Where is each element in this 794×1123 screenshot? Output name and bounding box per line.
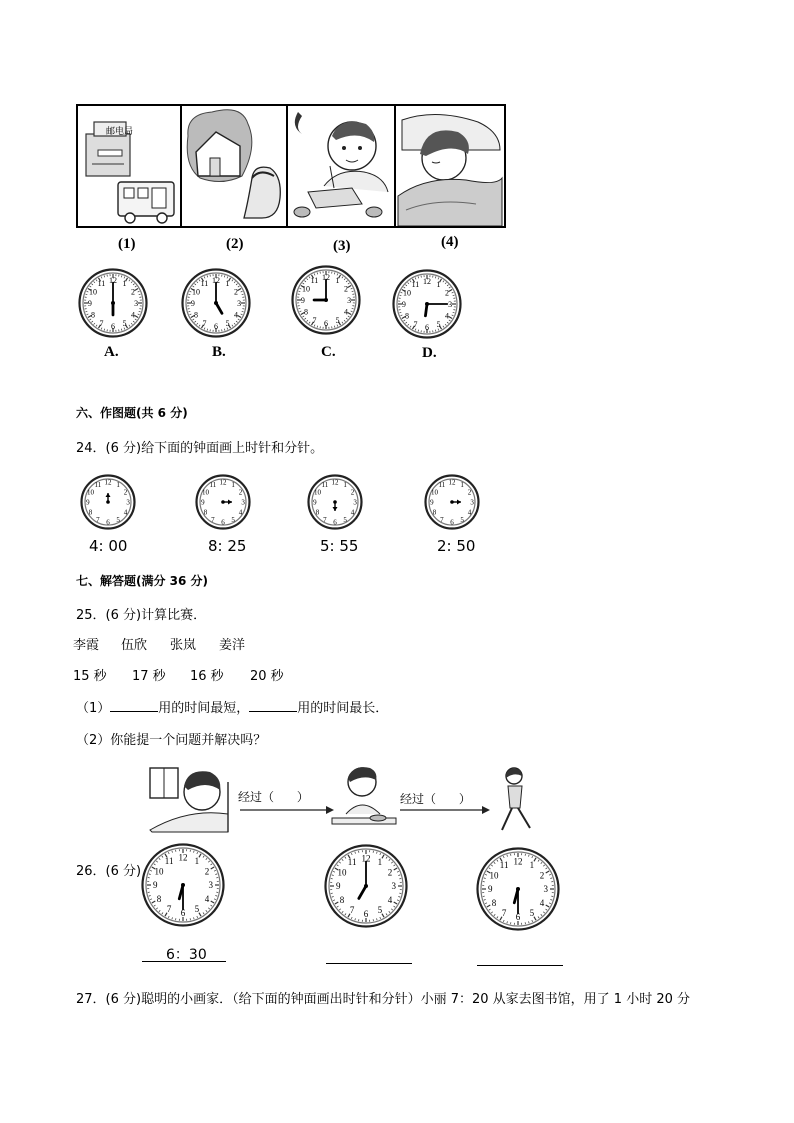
- picture-panel-3: [286, 104, 396, 228]
- dial-number: 5: [436, 319, 441, 329]
- dial-number: 10: [431, 488, 439, 497]
- dial-number: 12: [109, 275, 117, 285]
- seconds-2: 17 秒: [132, 669, 166, 684]
- dial-number: 8: [203, 508, 208, 517]
- answer-line-1[interactable]: [142, 961, 226, 962]
- dial-number: 4: [445, 311, 450, 321]
- dial-number: 7: [202, 318, 207, 328]
- clock-label-c: C.: [321, 344, 336, 360]
- dial-number: 1: [231, 481, 235, 490]
- name-4: 姜洋: [219, 638, 246, 653]
- dial-number: 2: [445, 288, 450, 298]
- dial-number: 10: [191, 287, 200, 297]
- dial-number: 12: [219, 478, 227, 487]
- q24-clock-2: [195, 474, 251, 530]
- clock-center: [111, 301, 115, 305]
- dial-number: 2: [123, 488, 128, 497]
- clock-b: [181, 268, 251, 338]
- dial-number: 2: [234, 287, 239, 297]
- dial-number: 5: [116, 515, 120, 524]
- dial-number: 7: [501, 908, 507, 919]
- dial-number: 3: [448, 299, 453, 309]
- dial-number: 11: [200, 278, 209, 288]
- dial-number: 5: [529, 908, 535, 919]
- dial-number: 8: [491, 898, 497, 909]
- dial-number: 5: [194, 904, 200, 915]
- arrow-2-icon: [400, 806, 490, 814]
- dial-number: 1: [436, 279, 441, 289]
- dial-number: 4: [238, 508, 243, 517]
- dial-number: 12: [448, 478, 456, 487]
- dial-number: 3: [543, 884, 548, 895]
- q24-clock-3: [307, 474, 363, 530]
- dial-number: 9: [86, 498, 90, 507]
- dial-number: 9: [153, 880, 158, 891]
- dial-number: 4: [131, 310, 136, 320]
- dial-number: 8: [303, 307, 308, 317]
- q25-sub1: [76, 697, 388, 716]
- name-1: 李霞: [73, 638, 100, 653]
- building-sign: 邮电局: [106, 127, 134, 137]
- dial-number: 6: [214, 321, 218, 331]
- dial-number: 6: [111, 321, 115, 331]
- boy-eating-illustration: [288, 106, 394, 226]
- dial-number: 1: [122, 278, 127, 288]
- picture-panel-2: [180, 104, 288, 228]
- dial-number: 12: [361, 853, 371, 864]
- panel-label-4: (4): [441, 234, 459, 250]
- dial-number: 4: [539, 898, 545, 909]
- dial-number: 4: [123, 508, 128, 517]
- dial-number: 2: [131, 287, 136, 297]
- dial-number: 8: [315, 508, 320, 517]
- dial-number: 11: [438, 481, 446, 490]
- dial-number: 9: [313, 498, 317, 507]
- q26-clock-3: [476, 847, 560, 931]
- dial-number: 10: [337, 867, 347, 878]
- dial-number: 3: [347, 295, 352, 305]
- q24-time-4: 2: 50: [437, 537, 476, 555]
- clock-a: [78, 268, 148, 338]
- dial-number: 4: [204, 894, 210, 905]
- picture-panel-1: [76, 104, 182, 228]
- boy-waking-illustration: [150, 768, 228, 832]
- dial-number: 6: [363, 908, 369, 919]
- dial-number: 4: [234, 310, 239, 320]
- sub1-mid: 用的时间最短，: [158, 701, 250, 716]
- routine-illustration: [148, 752, 568, 842]
- house-thinking-illustration: [182, 106, 286, 226]
- dial-number: 7: [166, 904, 172, 915]
- dial-number: 11: [310, 275, 319, 285]
- clock-label-a: A.: [104, 344, 119, 360]
- seconds-4: 20 秒: [250, 669, 284, 684]
- clock-c: [291, 265, 361, 335]
- dial-number: 6: [333, 518, 337, 527]
- dial-number: 11: [97, 278, 106, 288]
- dial-number: 4: [350, 508, 355, 517]
- dial-number: 5: [343, 515, 347, 524]
- dial-number: 11: [411, 279, 420, 289]
- dial-number: 3: [126, 498, 130, 507]
- dial-number: 12: [513, 856, 523, 867]
- dial-number: 10: [154, 866, 164, 877]
- dial-number: 3: [134, 298, 139, 308]
- dial-number: 12: [178, 852, 188, 863]
- dial-number: 11: [94, 481, 102, 490]
- arrow-2-label: 经过（ ）: [400, 792, 471, 806]
- dial-number: 8: [193, 310, 198, 320]
- name-2: 伍欣: [121, 638, 148, 653]
- dial-number: 7: [349, 905, 355, 916]
- dial-number: 9: [430, 498, 434, 507]
- dial-number: 8: [88, 508, 93, 517]
- dial-number: 5: [460, 515, 464, 524]
- name-3: 张岚: [170, 638, 197, 653]
- dial-number: 8: [432, 508, 437, 517]
- dial-number: 1: [377, 857, 383, 868]
- dial-number: 1: [225, 278, 230, 288]
- dial-number: 5: [225, 318, 230, 328]
- dial-number: 11: [321, 481, 329, 490]
- section7-heading: 七、解答题(满分 36 分): [76, 574, 209, 588]
- dial-number: 6: [515, 911, 521, 922]
- clock-label-b: B.: [212, 344, 226, 360]
- dial-number: 2: [387, 867, 393, 878]
- clock-center: [364, 884, 368, 888]
- dial-number: 12: [104, 478, 112, 487]
- dial-number: 3: [470, 498, 474, 507]
- clock-center: [516, 887, 520, 891]
- dial-number: 3: [391, 881, 396, 892]
- dial-number: 7: [323, 515, 327, 524]
- dial-number: 2: [344, 284, 349, 294]
- dial-number: 7: [440, 515, 444, 524]
- dial-number: 12: [423, 276, 431, 286]
- dial-number: 4: [467, 508, 472, 517]
- dial-number: 5: [231, 515, 235, 524]
- dial-number: 12: [212, 275, 220, 285]
- dial-number: 6: [450, 518, 454, 527]
- clock-center: [425, 302, 429, 306]
- dial-number: 10: [402, 288, 411, 298]
- sub1-prefix: （1）: [76, 701, 111, 716]
- dial-number: 2: [539, 870, 545, 881]
- dial-number: 2: [204, 866, 210, 877]
- dial-number: 11: [164, 856, 174, 867]
- panel-label-1: (1): [118, 236, 136, 252]
- seconds-1: 15 秒: [73, 669, 107, 684]
- dial-number: 10: [87, 488, 95, 497]
- dial-number: 5: [377, 905, 383, 916]
- dial-number: 9: [201, 498, 205, 507]
- section6-heading: 六、作图题(共 6 分): [76, 406, 188, 420]
- dial-number: 7: [99, 318, 104, 328]
- arrow-1-label: 经过（ ）: [238, 790, 309, 804]
- dial-number: 8: [339, 895, 345, 906]
- dial-number: 10: [489, 870, 499, 881]
- dial-number: 1: [116, 481, 120, 490]
- dial-number: 9: [336, 881, 341, 892]
- dial-number: 3: [353, 498, 357, 507]
- dial-number: 10: [301, 284, 310, 294]
- clock-label-d: D.: [422, 345, 437, 361]
- dial-number: 9: [190, 298, 195, 308]
- dial-number: 11: [347, 857, 357, 868]
- boy-walking-illustration: [502, 768, 530, 830]
- dial-number: 8: [404, 311, 409, 321]
- panel-label-2: (2): [226, 236, 244, 252]
- q26-text: 26．(6 分): [76, 864, 142, 879]
- dial-number: 11: [499, 860, 509, 871]
- girl-sleeping-illustration: [396, 106, 504, 226]
- dial-number: 9: [87, 298, 92, 308]
- dial-number: 10: [88, 287, 97, 297]
- dial-number: 4: [387, 895, 393, 906]
- dial-number: 1: [343, 481, 347, 490]
- q26-answer: 6：30: [166, 947, 207, 963]
- dial-number: 3: [241, 498, 245, 507]
- q24-time-3: 5: 55: [320, 537, 359, 555]
- answer-line-3[interactable]: [477, 965, 563, 966]
- fill-blank-shortest[interactable]: [110, 699, 158, 712]
- dial-number: 12: [322, 272, 330, 282]
- clock-center: [324, 298, 328, 302]
- q24-time-2: 8: 25: [208, 537, 247, 555]
- clock-center: [214, 301, 218, 305]
- q24-clock-1: [80, 474, 136, 530]
- dial-number: 8: [90, 310, 95, 320]
- dial-number: 7: [413, 319, 418, 329]
- dial-number: 6: [425, 322, 429, 332]
- answer-line-2[interactable]: [326, 963, 412, 964]
- panel-label-3: (3): [333, 238, 351, 254]
- dial-number: 2: [350, 488, 355, 497]
- dial-number: 9: [300, 295, 305, 305]
- dial-number: 6: [221, 518, 225, 527]
- dial-number: 9: [401, 299, 406, 309]
- clock-center: [221, 500, 225, 504]
- dial-number: 1: [335, 275, 340, 285]
- dial-number: 5: [122, 318, 127, 328]
- dial-number: 3: [237, 298, 242, 308]
- clock-center: [181, 883, 185, 887]
- dial-number: 11: [209, 481, 217, 490]
- q24-clock-4: [424, 474, 480, 530]
- picture-panel-4: [394, 104, 506, 228]
- seconds-3: 16 秒: [190, 669, 224, 684]
- arrow-1-icon: [240, 806, 334, 814]
- clock-center: [333, 500, 337, 504]
- q25-text: 25．(6 分)计算比赛．: [76, 608, 207, 623]
- dial-number: 6: [324, 318, 328, 328]
- dial-number: 1: [194, 856, 200, 867]
- dial-number: 6: [106, 518, 110, 527]
- q26-clock-1: [141, 843, 225, 927]
- dial-number: 10: [202, 488, 210, 497]
- q24-time-1: 4: 00: [89, 537, 128, 555]
- q25-sub2: （2）你能提一个问题并解决吗？: [76, 733, 267, 748]
- dial-number: 9: [488, 884, 493, 895]
- dial-number: 7: [96, 515, 100, 524]
- q26-clock-2: [324, 844, 408, 928]
- q27-text: 27．(6 分)聪明的小画家．（给下面的钟面画出时针和分针）小丽 7：20 从家去图书馆，用了 1 小时 20 分: [76, 992, 691, 1007]
- dial-number: 4: [344, 307, 349, 317]
- dial-number: 5: [335, 315, 340, 325]
- dial-number: 3: [208, 880, 213, 891]
- dial-number: 8: [156, 894, 162, 905]
- dial-number: 2: [238, 488, 243, 497]
- clock-center: [106, 500, 110, 504]
- clock-d: [392, 269, 462, 339]
- dial-number: 1: [460, 481, 464, 490]
- dial-number: 10: [314, 488, 322, 497]
- dial-number: 7: [211, 515, 215, 524]
- boy-eating-illustration-2: [332, 767, 396, 824]
- dial-number: 2: [467, 488, 472, 497]
- dial-number: 7: [312, 315, 317, 325]
- clock-center: [450, 500, 454, 504]
- q24-text: 24．(6 分)给下面的钟面画上时针和分针。: [76, 441, 324, 456]
- sub1-end: 用的时间最长．: [297, 701, 389, 716]
- dial-number: 6: [180, 907, 186, 918]
- dial-number: 12: [331, 478, 339, 487]
- fill-blank-longest[interactable]: [249, 699, 297, 712]
- dial-number: 1: [529, 860, 535, 871]
